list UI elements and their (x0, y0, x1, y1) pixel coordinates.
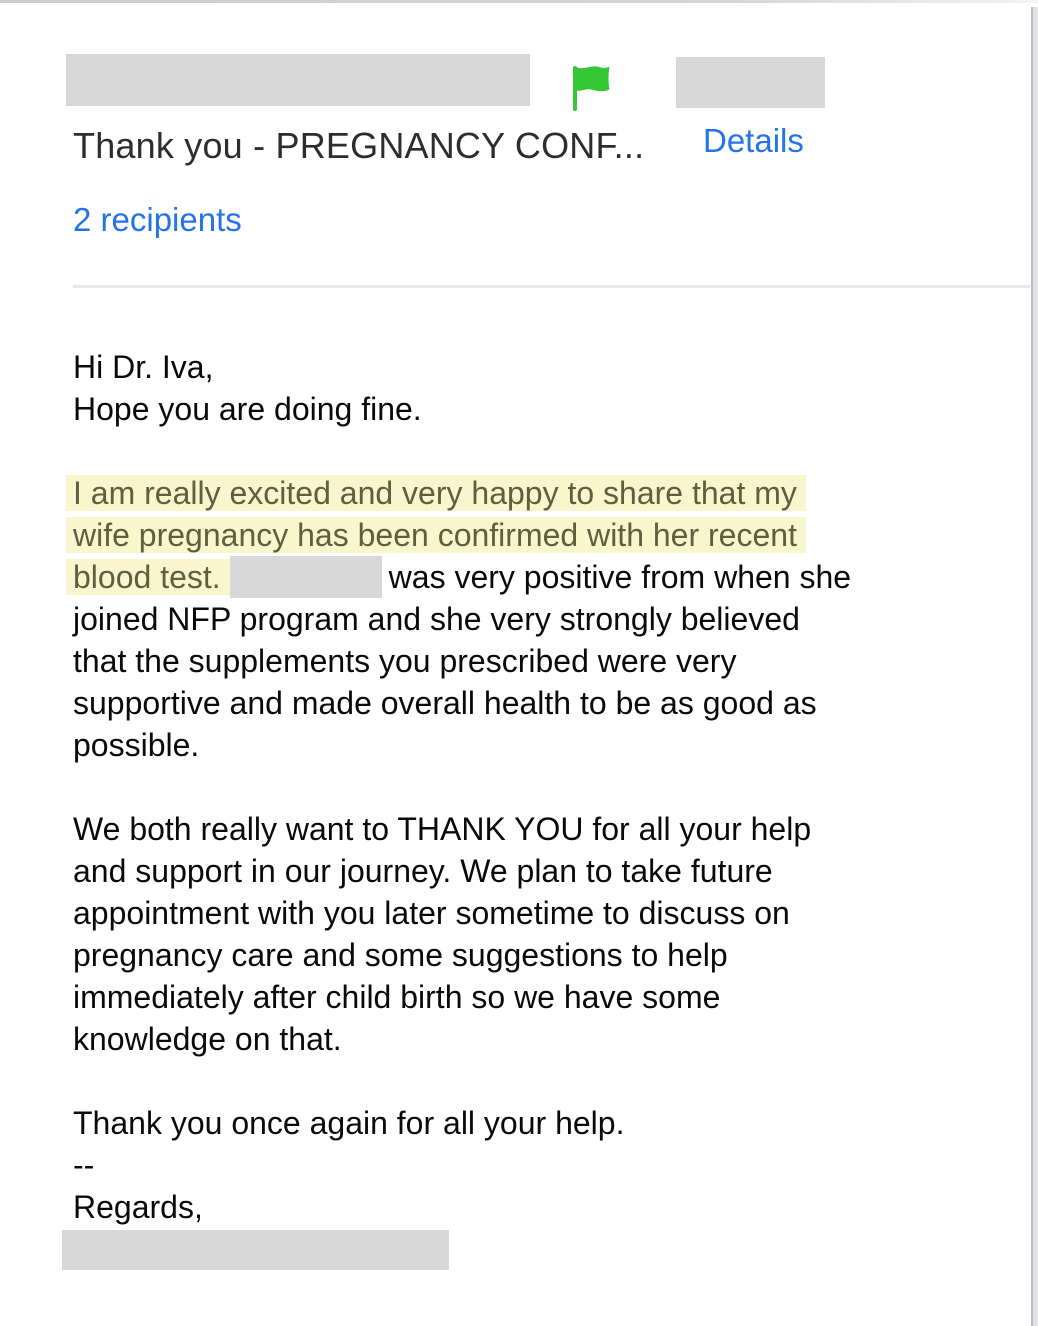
body-text: Thank you once again for all your help. (73, 1105, 625, 1141)
highlighted-text: blood test. (66, 559, 230, 595)
body-text: knowledge on that. (73, 1021, 342, 1057)
body-line (73, 682, 985, 724)
body-line (73, 808, 985, 850)
body-line (73, 892, 985, 934)
highlighted-text: wife pregnancy has been confirmed with her recent (66, 517, 806, 553)
body-line (73, 556, 985, 598)
body-text: immediately after child birth so we have some (73, 979, 721, 1015)
body-line (73, 472, 985, 514)
body-line (73, 1018, 985, 1060)
details-link[interactable]: Details (703, 122, 804, 159)
recipients-link[interactable]: 2 recipients (73, 201, 242, 238)
body-text: supportive and made overall health to be as good as (73, 685, 817, 721)
green-flag-icon (569, 63, 611, 113)
highlighted-text: I am really excited and very happy to share that my (66, 475, 806, 511)
body-line (73, 850, 985, 892)
body-line (73, 724, 985, 766)
window-right-edge (1031, 7, 1038, 1326)
body-text: pregnancy care and some suggestions to help (73, 937, 728, 973)
body-text: -- (73, 1147, 95, 1183)
redacted-name-inline (230, 556, 382, 598)
body-line (73, 1186, 985, 1228)
body-line (73, 934, 985, 976)
redacted-date-bar (676, 57, 825, 108)
body-line (73, 514, 985, 556)
header-divider (73, 285, 1030, 288)
body-text: Regards, (73, 1189, 203, 1225)
body-line (73, 388, 985, 430)
email-body (73, 346, 985, 1270)
body-text: We both really want to THANK YOU for all your help (73, 811, 812, 847)
redacted-signature-bar (62, 1230, 449, 1270)
body-text: that the supplements you prescribed were very (73, 643, 737, 679)
body-line (73, 598, 985, 640)
body-text: joined NFP program and she very strongly believed (73, 601, 800, 637)
body-line (73, 430, 985, 472)
email-subject: Thank you - PREGNANCY CONF... (73, 125, 645, 166)
body-text: appointment with you later sometime to discuss on (73, 895, 790, 931)
body-line (73, 1060, 985, 1102)
body-text: Hi Dr. Iva, (73, 349, 214, 385)
body-line (73, 766, 985, 808)
body-line (73, 1102, 985, 1144)
body-text: Hope you are doing fine. (73, 391, 422, 427)
body-text: and support in our journey. We plan to take future (73, 853, 773, 889)
body-line (73, 1144, 985, 1186)
body-line (73, 976, 985, 1018)
body-text: possible. (73, 727, 200, 763)
body-line (73, 346, 985, 388)
redacted-sender-bar (66, 54, 530, 106)
body-text: was very positive from when she (388, 559, 852, 595)
body-line (73, 640, 985, 682)
screenshot-top-edge (0, 0, 1038, 3)
